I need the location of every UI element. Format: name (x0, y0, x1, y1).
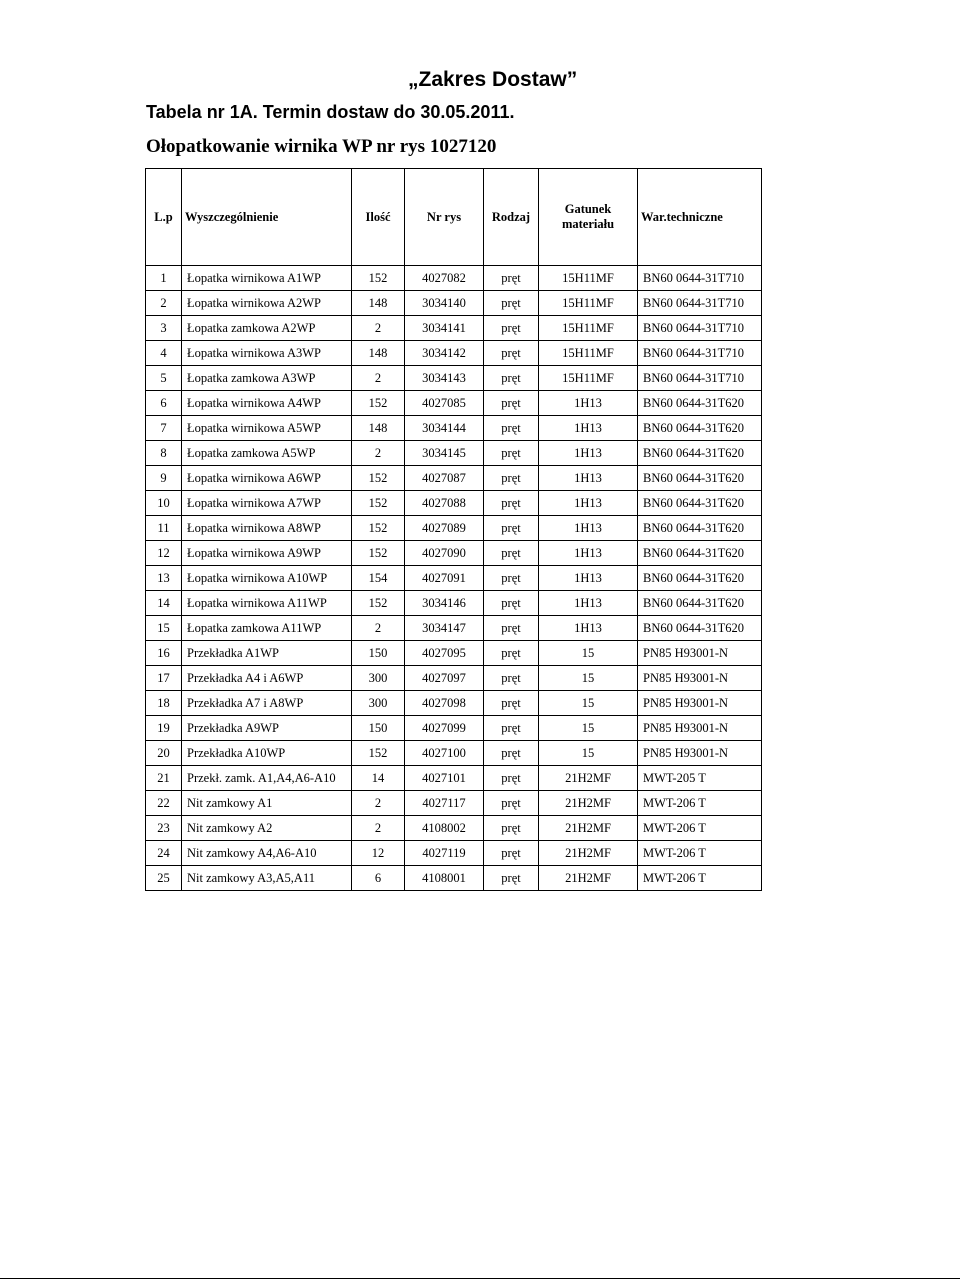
cell-lp: 3 (146, 316, 182, 341)
cell-lp: 12 (146, 541, 182, 566)
cell-qty: 148 (352, 341, 405, 366)
header-type: Rodzaj (484, 169, 539, 266)
cell-qty: 154 (352, 566, 405, 591)
cell-qty: 152 (352, 741, 405, 766)
cell-qty: 152 (352, 516, 405, 541)
cell-name: Przekładka A10WP (182, 741, 352, 766)
cell-material: 15H11MF (539, 291, 638, 316)
table-row (146, 816, 762, 841)
cell-material: 15H11MF (539, 366, 638, 391)
cell-lp: 18 (146, 691, 182, 716)
cell-type: pręt (484, 441, 539, 466)
cell-material: 1H13 (539, 416, 638, 441)
cell-name: Łopatka zamkowa A5WP (182, 441, 352, 466)
cell-name: Nit zamkowy A2 (182, 816, 352, 841)
cell-name: Łopatka wirnikowa A1WP (182, 266, 352, 291)
cell-drawing-number: 3034141 (405, 316, 484, 341)
cell-lp: 13 (146, 566, 182, 591)
cell-qty: 152 (352, 266, 405, 291)
cell-drawing-number: 4027082 (405, 266, 484, 291)
table-row (146, 291, 762, 316)
cell-name: Łopatka zamkowa A11WP (182, 616, 352, 641)
cell-lp: 6 (146, 391, 182, 416)
cell-qty: 152 (352, 591, 405, 616)
cell-type: pręt (484, 391, 539, 416)
cell-name: Łopatka wirnikowa A9WP (182, 541, 352, 566)
cell-type: pręt (484, 666, 539, 691)
cell-lp: 2 (146, 291, 182, 316)
table-row (146, 466, 762, 491)
cell-qty: 2 (352, 816, 405, 841)
cell-drawing-number: 4108002 (405, 816, 484, 841)
document-heading: Ołopatkowanie wirnika WP nr rys 1027120 (146, 136, 497, 157)
table-row (146, 641, 762, 666)
cell-conditions: BN60 0644-31T620 (638, 566, 762, 591)
cell-name: Przekł. zamk. A1,A4,A6-A10 (182, 766, 352, 791)
cell-material: 15 (539, 641, 638, 666)
cell-type: pręt (484, 516, 539, 541)
table-row (146, 666, 762, 691)
cell-material: 15H11MF (539, 316, 638, 341)
header-drawing-number: Nr rys (405, 169, 484, 266)
cell-material: 21H2MF (539, 866, 638, 891)
cell-type: pręt (484, 641, 539, 666)
cell-qty: 150 (352, 716, 405, 741)
cell-drawing-number: 3034145 (405, 441, 484, 466)
cell-qty: 152 (352, 466, 405, 491)
cell-drawing-number: 3034144 (405, 416, 484, 441)
table-row (146, 316, 762, 341)
cell-type: pręt (484, 291, 539, 316)
cell-name: Łopatka wirnikowa A8WP (182, 516, 352, 541)
cell-material: 15H11MF (539, 266, 638, 291)
header-name: Wyszczególnienie (182, 169, 352, 266)
cell-material: 15 (539, 666, 638, 691)
cell-type: pręt (484, 591, 539, 616)
table-row (146, 491, 762, 516)
cell-type: pręt (484, 266, 539, 291)
cell-name: Łopatka wirnikowa A2WP (182, 291, 352, 316)
cell-type: pręt (484, 541, 539, 566)
cell-material: 1H13 (539, 616, 638, 641)
cell-type: pręt (484, 691, 539, 716)
cell-qty: 2 (352, 441, 405, 466)
cell-drawing-number: 4027091 (405, 566, 484, 591)
cell-lp: 7 (146, 416, 182, 441)
cell-name: Łopatka wirnikowa A6WP (182, 466, 352, 491)
table-row (146, 416, 762, 441)
cell-conditions: BN60 0644-31T710 (638, 266, 762, 291)
cell-lp: 4 (146, 341, 182, 366)
table-row (146, 841, 762, 866)
cell-name: Łopatka wirnikowa A10WP (182, 566, 352, 591)
cell-drawing-number: 4027090 (405, 541, 484, 566)
table-row (146, 866, 762, 891)
header-conditions: War.techniczne (638, 169, 762, 266)
cell-lp: 8 (146, 441, 182, 466)
cell-qty: 2 (352, 366, 405, 391)
cell-conditions: BN60 0644-31T710 (638, 291, 762, 316)
cell-type: pręt (484, 416, 539, 441)
cell-lp: 23 (146, 816, 182, 841)
document-title: „Zakres Dostaw” (408, 68, 578, 91)
cell-type: pręt (484, 866, 539, 891)
cell-name: Łopatka zamkowa A3WP (182, 366, 352, 391)
cell-type: pręt (484, 341, 539, 366)
cell-name: Łopatka wirnikowa A11WP (182, 591, 352, 616)
table-header-row (146, 169, 762, 266)
cell-conditions: BN60 0644-31T620 (638, 466, 762, 491)
header-material: Gatunek materiału (539, 169, 638, 266)
cell-qty: 2 (352, 616, 405, 641)
cell-drawing-number: 4027095 (405, 641, 484, 666)
cell-lp: 9 (146, 466, 182, 491)
cell-qty: 2 (352, 316, 405, 341)
cell-material: 1H13 (539, 591, 638, 616)
cell-name: Przekładka A4 i A6WP (182, 666, 352, 691)
cell-lp: 20 (146, 741, 182, 766)
cell-conditions: PN85 H93001-N (638, 716, 762, 741)
cell-material: 21H2MF (539, 841, 638, 866)
cell-qty: 300 (352, 691, 405, 716)
cell-drawing-number: 3034146 (405, 591, 484, 616)
cell-lp: 24 (146, 841, 182, 866)
cell-type: pręt (484, 841, 539, 866)
cell-drawing-number: 4027089 (405, 516, 484, 541)
cell-conditions: BN60 0644-31T710 (638, 366, 762, 391)
cell-conditions: BN60 0644-31T710 (638, 341, 762, 366)
cell-qty: 6 (352, 866, 405, 891)
cell-drawing-number: 3034142 (405, 341, 484, 366)
cell-material: 15 (539, 716, 638, 741)
cell-lp: 11 (146, 516, 182, 541)
cell-qty: 148 (352, 416, 405, 441)
cell-conditions: BN60 0644-31T620 (638, 591, 762, 616)
cell-type: pręt (484, 741, 539, 766)
cell-lp: 10 (146, 491, 182, 516)
cell-type: pręt (484, 316, 539, 341)
cell-drawing-number: 3034140 (405, 291, 484, 316)
cell-type: pręt (484, 816, 539, 841)
table-body (146, 266, 762, 891)
header-lp: L.p (146, 169, 182, 266)
cell-name: Przekładka A7 i A8WP (182, 691, 352, 716)
cell-conditions: MWT-206 T (638, 841, 762, 866)
cell-conditions: BN60 0644-31T620 (638, 616, 762, 641)
cell-qty: 150 (352, 641, 405, 666)
cell-material: 15 (539, 691, 638, 716)
cell-name: Nit zamkowy A1 (182, 791, 352, 816)
cell-conditions: BN60 0644-31T620 (638, 541, 762, 566)
cell-conditions: BN60 0644-31T620 (638, 516, 762, 541)
table-row (146, 616, 762, 641)
cell-type: pręt (484, 466, 539, 491)
cell-type: pręt (484, 491, 539, 516)
cell-material: 1H13 (539, 441, 638, 466)
cell-material: 15H11MF (539, 341, 638, 366)
cell-drawing-number: 4027099 (405, 716, 484, 741)
cell-type: pręt (484, 716, 539, 741)
cell-name: Łopatka zamkowa A2WP (182, 316, 352, 341)
cell-qty: 2 (352, 791, 405, 816)
cell-drawing-number: 4027097 (405, 666, 484, 691)
cell-drawing-number: 4027100 (405, 741, 484, 766)
cell-drawing-number: 4027088 (405, 491, 484, 516)
cell-conditions: PN85 H93001-N (638, 666, 762, 691)
cell-qty: 152 (352, 541, 405, 566)
cell-name: Nit zamkowy A3,A5,A11 (182, 866, 352, 891)
cell-lp: 19 (146, 716, 182, 741)
cell-qty: 152 (352, 491, 405, 516)
cell-conditions: PN85 H93001-N (638, 641, 762, 666)
cell-lp: 25 (146, 866, 182, 891)
table-row (146, 266, 762, 291)
cell-drawing-number: 4027117 (405, 791, 484, 816)
cell-lp: 15 (146, 616, 182, 641)
cell-name: Łopatka wirnikowa A3WP (182, 341, 352, 366)
cell-name: Łopatka wirnikowa A7WP (182, 491, 352, 516)
cell-conditions: MWT-206 T (638, 866, 762, 891)
cell-conditions: BN60 0644-31T620 (638, 391, 762, 416)
cell-qty: 152 (352, 391, 405, 416)
table-row (146, 591, 762, 616)
cell-material: 1H13 (539, 516, 638, 541)
cell-material: 21H2MF (539, 766, 638, 791)
table-row (146, 566, 762, 591)
cell-material: 15 (539, 741, 638, 766)
cell-conditions: MWT-206 T (638, 791, 762, 816)
cell-lp: 1 (146, 266, 182, 291)
table-row (146, 391, 762, 416)
cell-material: 1H13 (539, 391, 638, 416)
cell-conditions: BN60 0644-31T620 (638, 491, 762, 516)
cell-lp: 16 (146, 641, 182, 666)
cell-material: 1H13 (539, 541, 638, 566)
cell-lp: 5 (146, 366, 182, 391)
cell-drawing-number: 4027101 (405, 766, 484, 791)
delivery-scope-table (145, 168, 762, 891)
cell-name: Przekładka A1WP (182, 641, 352, 666)
cell-qty: 148 (352, 291, 405, 316)
cell-material: 1H13 (539, 491, 638, 516)
table-row (146, 516, 762, 541)
cell-material: 21H2MF (539, 791, 638, 816)
cell-conditions: BN60 0644-31T620 (638, 441, 762, 466)
table-row (146, 791, 762, 816)
table-row (146, 541, 762, 566)
cell-lp: 21 (146, 766, 182, 791)
cell-drawing-number: 4027119 (405, 841, 484, 866)
cell-material: 1H13 (539, 466, 638, 491)
cell-name: Przekładka A9WP (182, 716, 352, 741)
cell-qty: 12 (352, 841, 405, 866)
cell-conditions: PN85 H93001-N (638, 741, 762, 766)
cell-type: pręt (484, 366, 539, 391)
cell-drawing-number: 4027087 (405, 466, 484, 491)
cell-material: 1H13 (539, 566, 638, 591)
table-row (146, 441, 762, 466)
table-row (146, 716, 762, 741)
cell-drawing-number: 4027085 (405, 391, 484, 416)
cell-lp: 14 (146, 591, 182, 616)
cell-lp: 17 (146, 666, 182, 691)
table-row (146, 741, 762, 766)
document-subtitle: Tabela nr 1A. Termin dostaw do 30.05.2011. (146, 102, 515, 122)
cell-material: 21H2MF (539, 816, 638, 841)
cell-conditions: BN60 0644-31T620 (638, 416, 762, 441)
cell-conditions: MWT-206 T (638, 816, 762, 841)
cell-type: pręt (484, 616, 539, 641)
cell-conditions: BN60 0644-31T710 (638, 316, 762, 341)
cell-drawing-number: 4027098 (405, 691, 484, 716)
cell-conditions: MWT-205 T (638, 766, 762, 791)
cell-qty: 14 (352, 766, 405, 791)
cell-name: Nit zamkowy A4,A6-A10 (182, 841, 352, 866)
cell-type: pręt (484, 566, 539, 591)
cell-type: pręt (484, 766, 539, 791)
cell-lp: 22 (146, 791, 182, 816)
cell-qty: 300 (352, 666, 405, 691)
cell-drawing-number: 4108001 (405, 866, 484, 891)
table-row (146, 366, 762, 391)
table-row (146, 341, 762, 366)
cell-drawing-number: 3034143 (405, 366, 484, 391)
table-row (146, 691, 762, 716)
table-row (146, 766, 762, 791)
cell-name: Łopatka wirnikowa A5WP (182, 416, 352, 441)
cell-conditions: PN85 H93001-N (638, 691, 762, 716)
cell-type: pręt (484, 791, 539, 816)
cell-drawing-number: 3034147 (405, 616, 484, 641)
page-bottom-rule (0, 1278, 960, 1279)
header-qty: Ilość (352, 169, 405, 266)
cell-name: Łopatka wirnikowa A4WP (182, 391, 352, 416)
